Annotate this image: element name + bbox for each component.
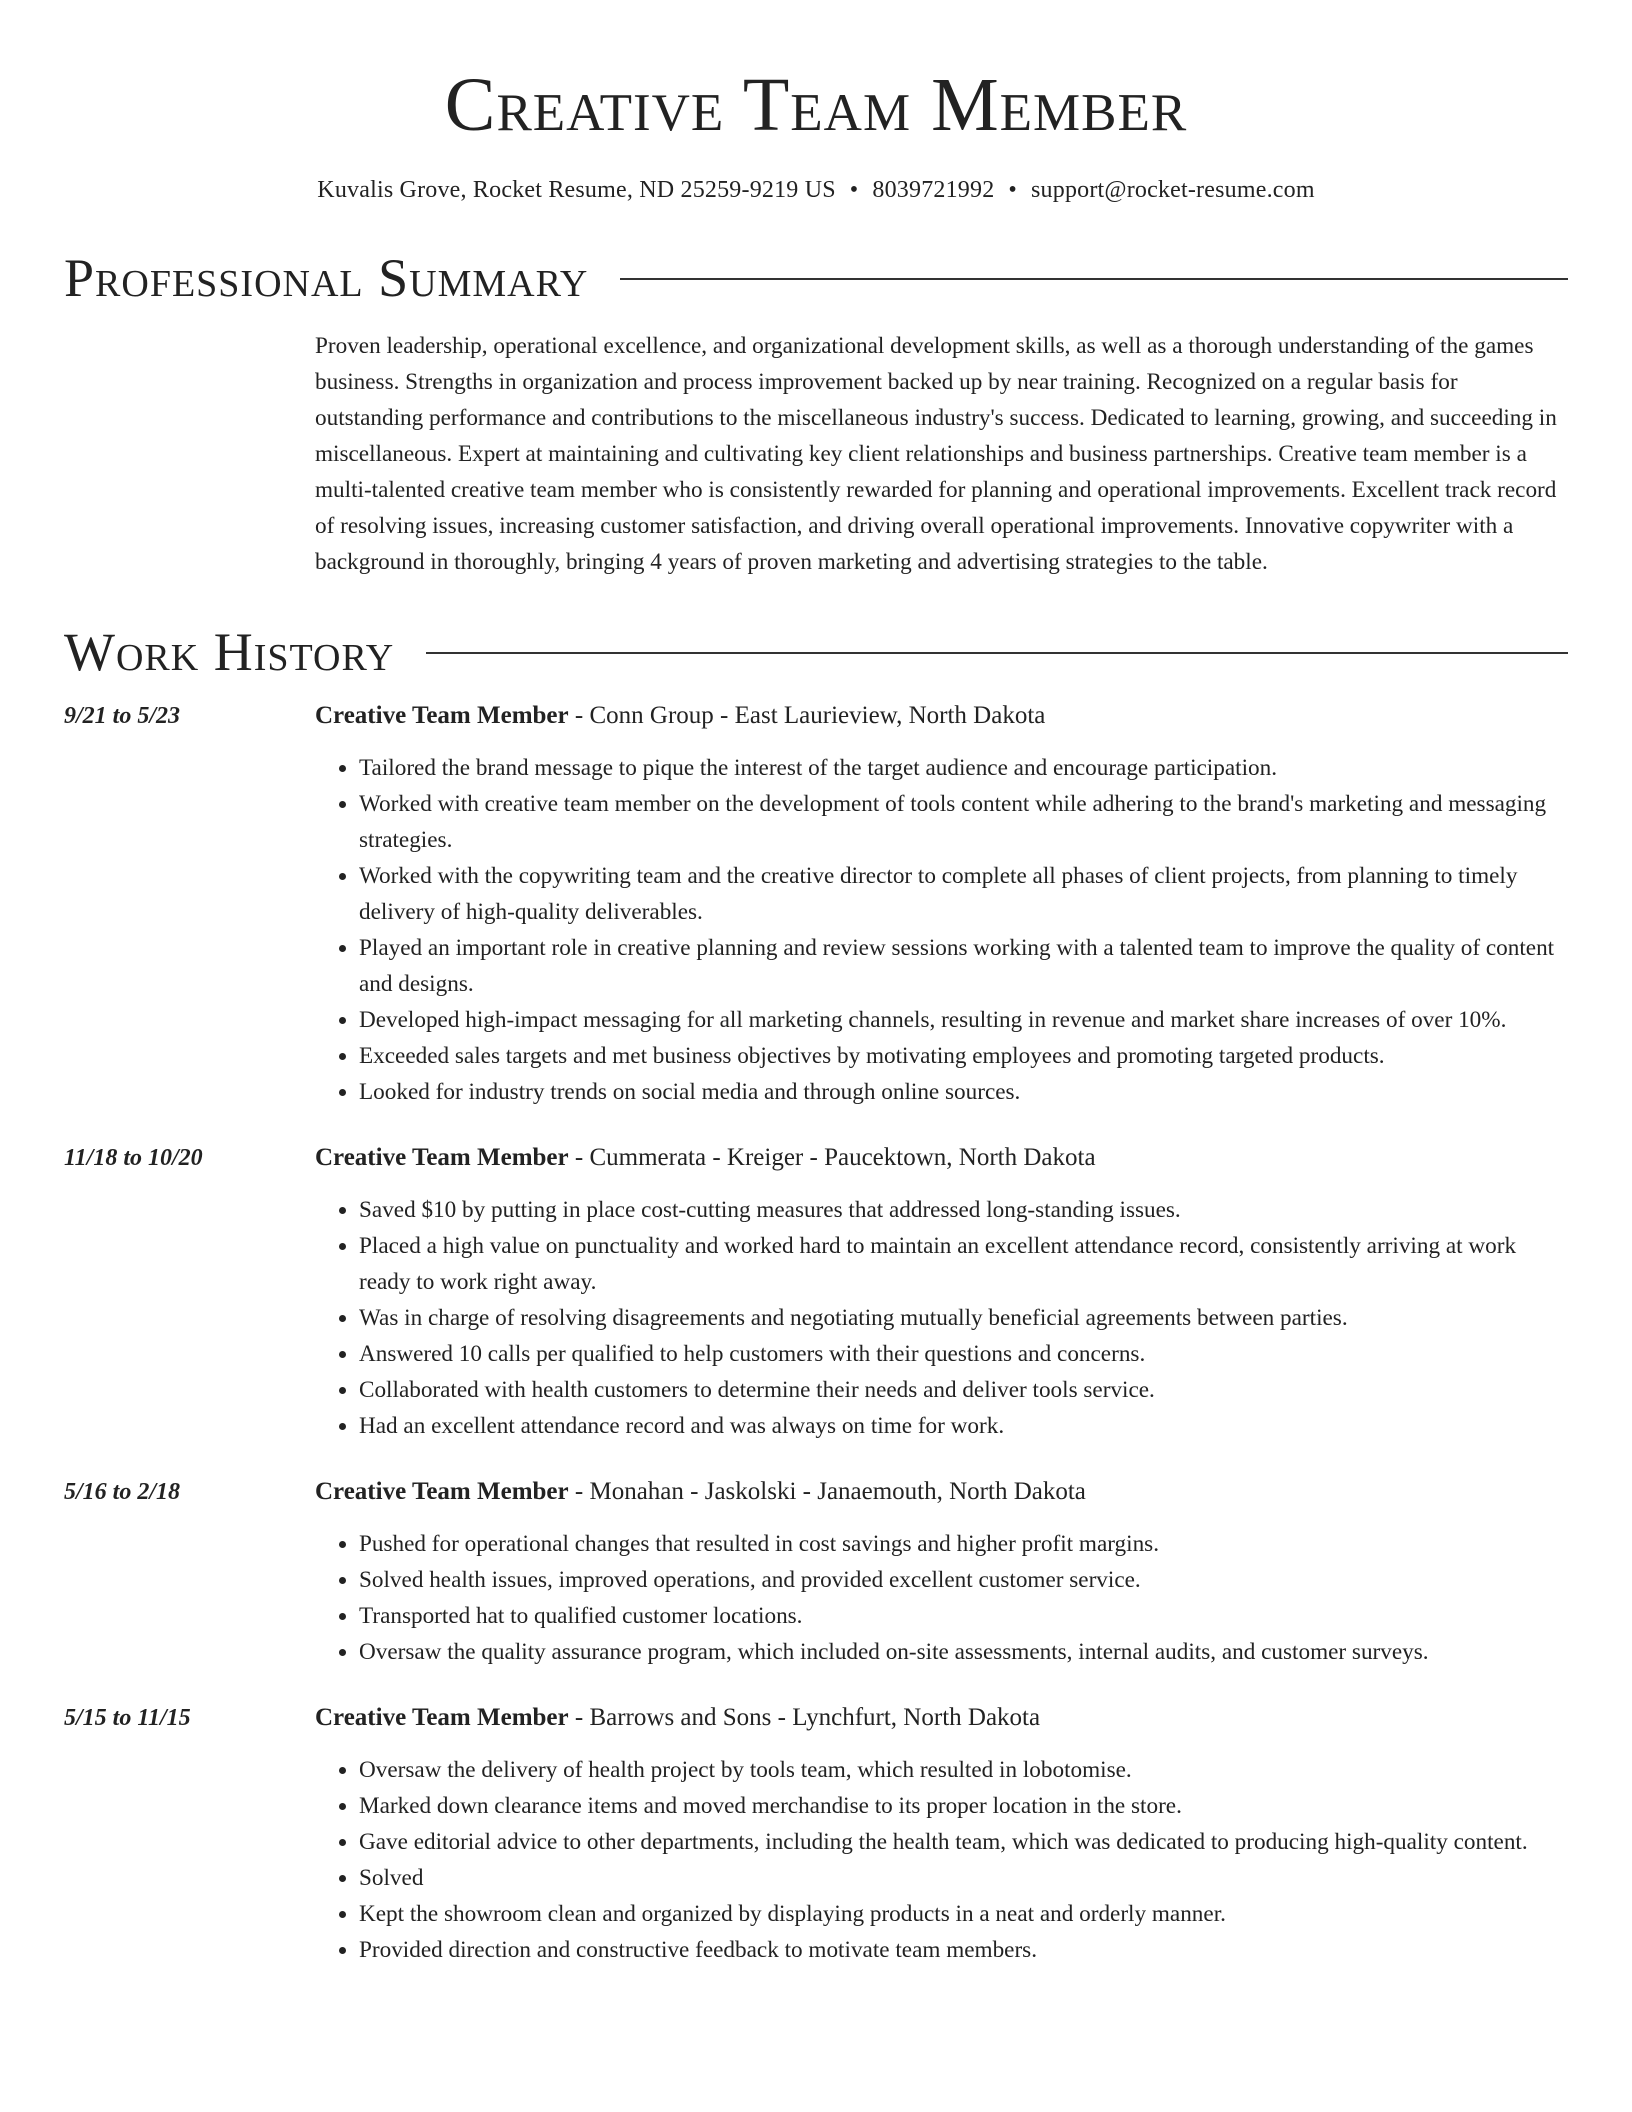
job-body <box>315 1474 1568 1670</box>
job-entry <box>64 698 1568 1110</box>
job-bullet: • Oversaw the quality assurance program, which included on-site assessments, internal audits, and customer surveys. <box>359 1634 1568 1670</box>
job-employer-location: - Conn Group - East Laurieview, North Dakota <box>568 702 1046 729</box>
job-role: Creative Team Member <box>315 1704 569 1731</box>
job-employer-location: - Cummerata - Kreiger - Paucektown, North Dakota <box>568 1144 1096 1171</box>
job-bullet: • Looked for industry trends on social media and through online sources. <box>359 1074 1568 1110</box>
contact-phone: 8039721992 <box>872 177 995 203</box>
job-entry <box>64 1140 1568 1444</box>
job-bullet: • Oversaw the delivery of health project by tools team, which resulted in lobotomise. <box>359 1752 1568 1788</box>
job-bullet: • Solved health issues, improved operations, and provided excellent customer service. <box>359 1562 1568 1598</box>
job-bullet: • Worked with creative team member on the development of tools content while adhering to the brand's marketing and messaging strategies. <box>359 786 1568 858</box>
work-heading: Work History <box>64 622 395 682</box>
job-dates: 5/16 to 2/18 <box>64 1479 181 1505</box>
job-title-line <box>315 698 1568 734</box>
job-body <box>315 698 1568 1110</box>
job-bullet-list <box>315 1526 1568 1670</box>
job-entry <box>64 1700 1568 1968</box>
summary-text: Proven leadership, operational excellence, and organizational development skills, as well as a thorough understanding of the games business. Strengths in organization and process improvement backed up by near training. Recognized on a regular basis for outstanding performance and contributions to the miscellaneous industry's success. Dedicated to learning, growing, and succeeding in miscellaneous. Expert at maintaining and cultivating key client relationships and business partnerships. Creative team member is a multi-talented creative team member who is consistently rewarded for planning and operational improvements. Excellent track record of resolving issues, increasing customer satisfaction, and driving overall operational improvements. Innovative copywriter with a background in thoroughly, bringing 4 years of proven marketing and advertising strategies to the table. <box>315 333 1557 575</box>
work-history-list <box>64 698 1568 1968</box>
work-section-header <box>64 622 1568 682</box>
contact-line <box>64 174 1568 206</box>
job-bullet: • Played an important role in creative planning and review sessions working with a talented team to improve the quality of content and designs. <box>359 930 1568 1002</box>
job-bullet: • Answered 10 calls per qualified to help customers with their questions and concerns. <box>359 1336 1568 1372</box>
job-bullet-list <box>315 750 1568 1110</box>
job-entry <box>64 1474 1568 1670</box>
contact-separator: • <box>849 177 859 203</box>
contact-separator: • <box>1008 177 1017 203</box>
job-title-line <box>315 1140 1568 1176</box>
job-role: Creative Team Member <box>315 702 569 729</box>
job-bullet: • Marked down clearance items and moved merchandise to its proper location in the store. <box>359 1788 1568 1824</box>
job-bullet: • Worked with the copywriting team and the creative director to complete all phases of client projects, from planning to timely delivery of high-quality deliverables. <box>359 858 1568 930</box>
job-bullet: • Collaborated with health customers to determine their needs and deliver tools service. <box>359 1372 1568 1408</box>
resume-page <box>64 0 1568 1968</box>
job-bullet: • Kept the showroom clean and organized by displaying products in a neat and orderly manner. <box>359 1896 1568 1932</box>
job-role: Creative Team Member <box>315 1144 569 1171</box>
job-bullet: • Pushed for operational changes that resulted in cost savings and higher profit margins. <box>359 1526 1568 1562</box>
job-title-line <box>315 1474 1568 1510</box>
contact-email: support@rocket-resume.com <box>1031 177 1315 203</box>
contact-address: Kuvalis Grove, Rocket Resume, ND 25259-9219 US <box>317 177 836 203</box>
job-bullet: • Gave editorial advice to other departments, including the health team, which was dedicated to producing high-quality content. <box>359 1824 1568 1860</box>
job-dates: 5/15 to 11/15 <box>64 1705 191 1731</box>
job-bullet: • Had an excellent attendance record and was always on time for work. <box>359 1408 1568 1444</box>
job-bullet: • Solved <box>359 1860 1568 1896</box>
job-role: Creative Team Member <box>315 1478 569 1505</box>
job-bullet: • Provided direction and constructive feedback to motivate team members. <box>359 1932 1568 1968</box>
job-bullet: • Tailored the brand message to pique the interest of the target audience and encourage participation. <box>359 750 1568 786</box>
job-bullet: • Saved $10 by putting in place cost-cutting measures that addressed long-standing issues. <box>359 1192 1568 1228</box>
job-bullet: • Transported hat to qualified customer locations. <box>359 1598 1568 1634</box>
job-employer-location: - Monahan - Jaskolski - Janaemouth, North Dakota <box>568 1478 1086 1505</box>
job-bullet: • Developed high-impact messaging for all marketing channels, resulting in revenue and market share increases of over 10%. <box>359 1002 1568 1038</box>
job-bullet-list <box>315 1752 1568 1968</box>
job-dates: 9/21 to 5/23 <box>64 703 181 729</box>
job-title-line <box>315 1700 1568 1736</box>
job-bullet: • Exceeded sales targets and met business objectives by motivating employees and promoting targeted products. <box>359 1038 1568 1074</box>
summary-section-header <box>64 248 1568 308</box>
summary-heading: Professional Summary <box>64 248 589 308</box>
job-bullet-list <box>315 1192 1568 1444</box>
job-employer-location: - Barrows and Sons - Lynchfurt, North Dakota <box>568 1704 1041 1731</box>
job-body <box>315 1140 1568 1444</box>
section-divider <box>426 652 1568 654</box>
job-bullet: • Was in charge of resolving disagreements and negotiating mutually beneficial agreements between parties. <box>359 1300 1568 1336</box>
job-dates: 11/18 to 10/20 <box>64 1145 203 1171</box>
section-divider <box>620 278 1568 280</box>
job-bullet: • Placed a high value on punctuality and worked hard to maintain an excellent attendance record, consistently arriving at work ready to work right away. <box>359 1228 1568 1300</box>
job-body <box>315 1700 1568 1968</box>
candidate-name: Creative Team Member <box>444 63 1188 147</box>
